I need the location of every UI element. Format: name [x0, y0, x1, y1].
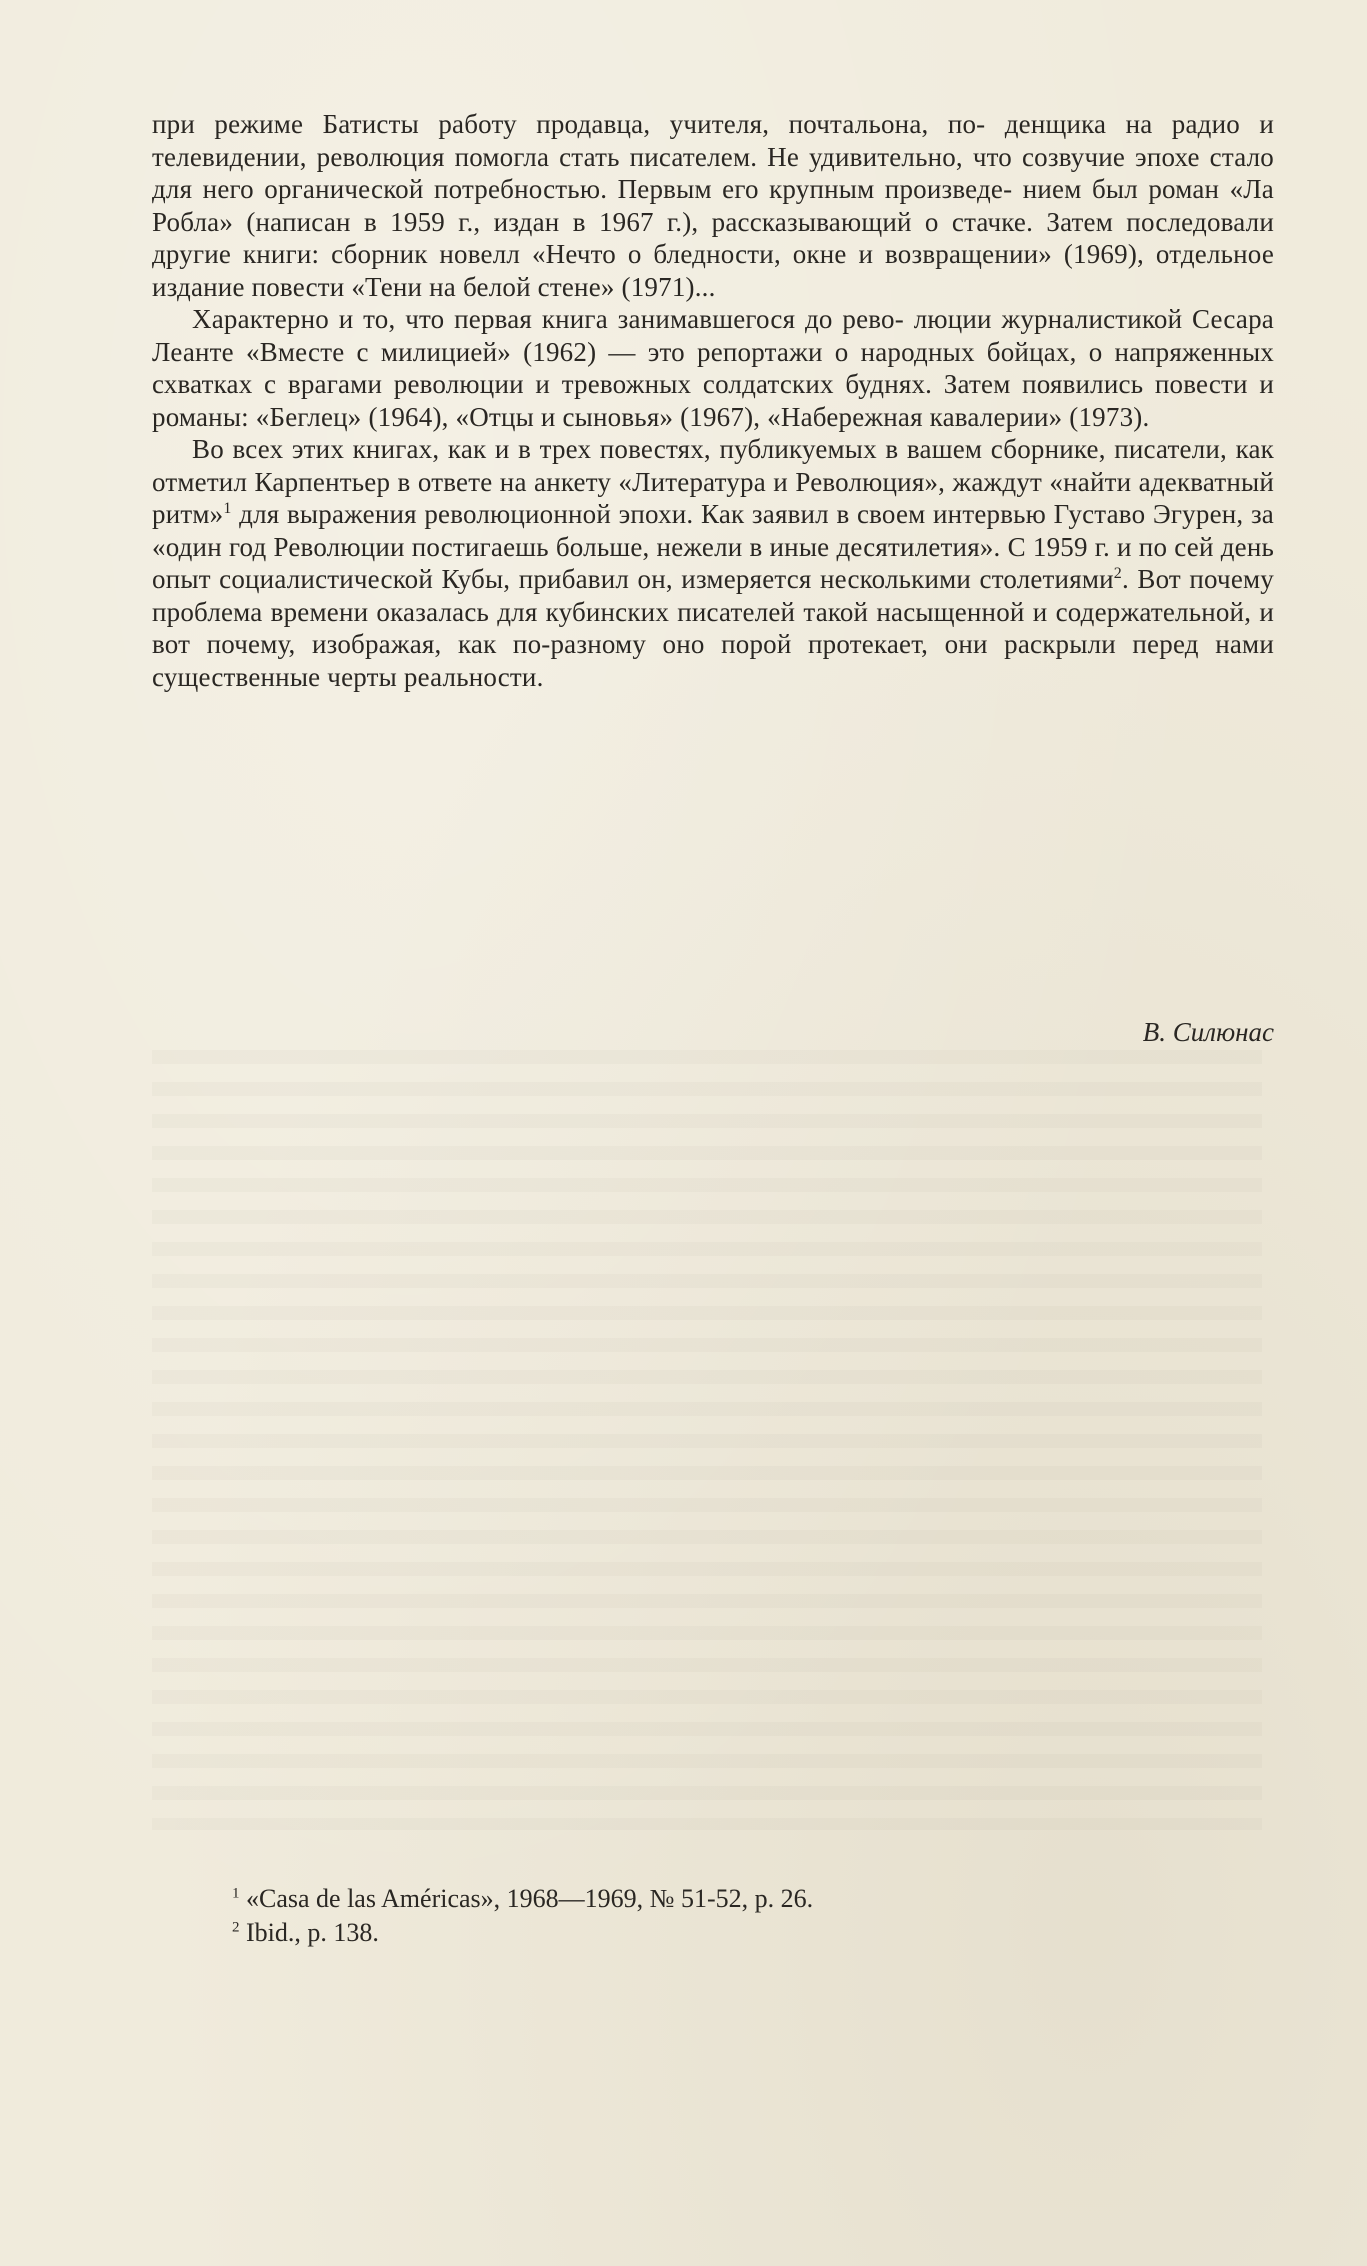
body-text: [152, 108, 1274, 693]
text-line: органической потребностью. Первым его крупным произведе-: [264, 174, 1013, 204]
text-line: отдельное издание повести «Тени на белой стене» (1971)...: [152, 239, 1275, 302]
text-line: сыновья» (1967), «Набережная кавалерии» (1973).: [562, 401, 1150, 432]
text-line: рассказывающий о стачке. Затем последовали другие книги:: [152, 206, 1274, 269]
footnotes: [232, 1882, 1232, 1950]
footnote-mark: 2: [232, 1919, 240, 1936]
text-line: писателем. Не удивительно, что созвучие эпохе стало для него: [152, 141, 1274, 204]
footnote-2: [232, 1916, 1232, 1950]
paragraph-3-text-c: . Вот почему проблема времени оказалась для кубинских писателей такой насыщенной и содержательной, и вот почему, изображая, как по-разному оно порой протекает, они раскрыли перед нами существенные черты реальности.: [152, 564, 1274, 692]
footnote-text: «Casa de las Américas», 1968—1969, № 51-52, p. 26.: [239, 1884, 814, 1913]
footnote-ref-1[interactable]: 1: [223, 500, 232, 517]
text-line: денщика на радио и телевидении, революция помогла стать: [152, 109, 1274, 172]
show-through-texture: [152, 1050, 1262, 1830]
text-line: (1962) — это репортажи о народных бойцах, о напряженных: [523, 336, 1274, 367]
text-line: Затем появились повести и романы: «Беглец» (1964), «Отцы и: [152, 369, 1274, 432]
paragraph-3: [152, 433, 1274, 693]
text-line: нием был роман «Ла Робла» (написан в 1959 г., издан в 1967 г.),: [152, 174, 1274, 237]
text-line: Характерно и то, что первая книга занимавшегося до рево-: [192, 304, 904, 334]
text-line: схватках с врагами революции и тревожных солдатских буднях.: [152, 369, 933, 399]
author-signature: В. Силюнас: [1142, 1017, 1274, 1047]
paragraph-2: [152, 303, 1274, 433]
footnote-mark: 1: [232, 1885, 240, 1902]
paragraph-3-text-a: Во всех этих книгах, как и в трех повестях, публикуемых в вашем сборнике, писатели, как отметил Карпентьер в ответе на анкету «Литература и Революция», жаждут «найти адекватный ритм»: [152, 434, 1274, 529]
footnote-text: Ibid., p. 138.: [239, 1918, 379, 1947]
text-line: при режиме Батисты работу продавца, учителя, почтальона, по-: [152, 109, 986, 139]
text-line: люции журналистикой Сесара Леанте «Вместе с милицией»: [152, 304, 1274, 367]
footnote-ref-2[interactable]: 2: [1113, 565, 1122, 582]
footnote-1: [232, 1882, 1232, 1916]
text-line: сборник новелл «Нечто о бледности, окне и возвращении» (1969),: [331, 239, 1144, 269]
paragraph-1: [152, 108, 1274, 303]
paragraph-3-text-b: для выражения революционной эпохи. Как заявил в своем интервью Густаво Эгурен, за «один год Революции постигаешь больше, нежели в иные десятилетия». С 1959 г. и по сей день опыт социалистической Кубы, прибавил он, измеряется несколькими столетиями: [152, 499, 1274, 594]
